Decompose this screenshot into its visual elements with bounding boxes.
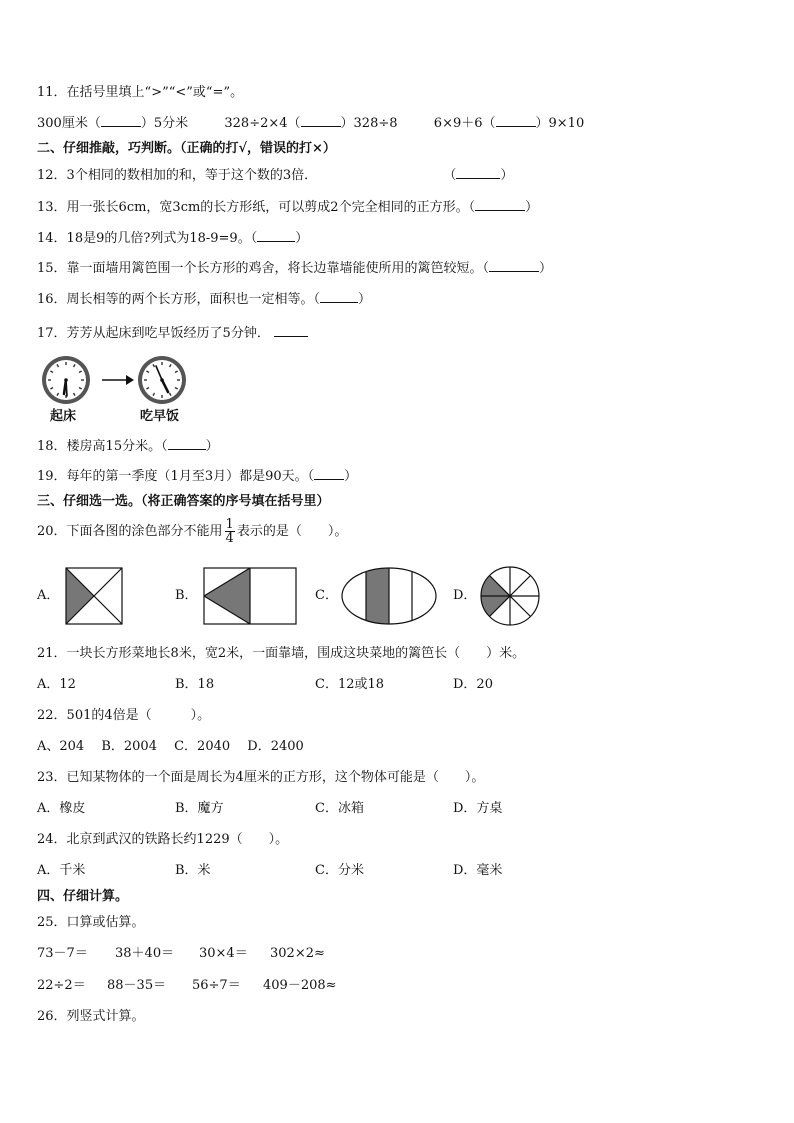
q21-option-b[interactable]: B．18 — [175, 677, 215, 692]
q20-option-b-figure — [203, 567, 297, 625]
q24-option-b[interactable]: B．米 — [175, 863, 211, 878]
q21-option-d[interactable]: D．20 — [453, 677, 493, 692]
q20-option-b-label[interactable]: B． — [175, 588, 198, 603]
q23-option-d[interactable]: D．方桌 — [453, 801, 503, 816]
section-3-heading: 三、仔细选一选。（将正确答案的序号填在括号里） — [37, 494, 330, 509]
q20-option-d-figure — [479, 565, 541, 627]
answer-blank[interactable] — [320, 290, 358, 303]
calc-item: 22÷2＝ — [37, 978, 86, 993]
q20-option-a-label[interactable]: A． — [37, 588, 60, 603]
q20-option-c-figure — [341, 567, 437, 625]
calc-item: 73－7＝ — [37, 946, 88, 961]
answer-blank[interactable] — [314, 467, 344, 480]
q11-item-1: 300厘米（ ）5分米 — [37, 116, 189, 131]
breakfast-clock-icon — [138, 356, 186, 404]
question-11-items — [37, 114, 584, 133]
wake-clock-icon — [42, 356, 90, 404]
section-4-heading: 四、仔细计算。 — [37, 889, 129, 904]
calc-item: 88－35＝ — [107, 978, 167, 993]
question-23: 23．已知某物体的一个面是周长为4厘米的正方形，这个物体可能是（ ）。 — [37, 770, 485, 785]
q20-option-a-figure — [65, 567, 123, 625]
question-26: 26．列竖式计算。 — [37, 1009, 145, 1024]
calc-item: 38＋40＝ — [115, 946, 175, 961]
question-19: 19．每年的第一季度（1月至3月）都是90天。（ ） — [37, 469, 358, 484]
q23-option-b[interactable]: B．魔方 — [175, 801, 224, 816]
answer-blank[interactable] — [274, 324, 308, 337]
q11-item-2: 328÷2×4（ ）328÷8 — [224, 116, 398, 131]
question-17: 17．芳芳从起床到吃早饭经历了5分钟． — [37, 324, 308, 343]
answer-blank[interactable] — [496, 114, 536, 127]
q24-option-c[interactable]: C．分米 — [315, 863, 364, 878]
answer-blank[interactable] — [301, 114, 341, 127]
question-22: 22．501的4倍是（ ）。 — [37, 708, 211, 723]
answer-blank[interactable] — [101, 114, 141, 127]
fraction-one-quarter: $\frac{1}{4}$ — [225, 517, 234, 546]
q21-option-c[interactable]: C．12或18 — [315, 677, 385, 692]
question-16: 16．周长相等的两个长方形，面积也一定相等。（ ） — [37, 292, 372, 307]
calc-item: 56÷7＝ — [192, 978, 241, 993]
q20-option-c-label[interactable]: C． — [315, 588, 338, 603]
question-13: 13．用一张长6cm，宽3cm的长方形纸，可以剪成2个完全相同的正方形。（ ） — [37, 200, 539, 215]
q23-option-c[interactable]: C．冰箱 — [315, 801, 364, 816]
question-24: 24．北京到武汉的铁路长约1229（ ）。 — [37, 832, 289, 847]
q22-options[interactable]: A、204 B．2004 C．2040 D．2400 — [37, 739, 304, 754]
question-20: 20．下面各图的涂色部分不能用 $\frac{1}{4}$ 表示的是（ ）。 — [37, 517, 348, 546]
section-2-heading: 二、仔细推敲，巧判断。（正确的打√，错误的打×） — [37, 141, 336, 156]
q11-item-3: 6×9＋6（ ）9×10 — [433, 116, 585, 131]
answer-blank[interactable] — [168, 437, 206, 450]
calc-item: 409－208≈ — [263, 978, 337, 993]
calc-item: 302×2≈ — [270, 946, 325, 961]
arrow-right-icon — [102, 375, 134, 385]
calc-item: 30×4＝ — [199, 946, 248, 961]
answer-blank[interactable] — [257, 229, 295, 242]
question-18: 18．楼房高15分米。（ ） — [37, 439, 219, 454]
question-25: 25．口算或估算。 — [37, 915, 145, 930]
answer-blank[interactable] — [475, 198, 525, 211]
q23-option-a[interactable]: A．橡皮 — [37, 801, 86, 816]
question-12: 12．3个相同的数相加的和，等于这个数的3倍． （ ） — [37, 168, 514, 183]
q21-option-a[interactable]: A．12 — [37, 677, 76, 692]
question-15: 15．靠一面墙用篱笆围一个长方形的鸡舍，将长边靠墙能使所用的篱笆较短。（ ） — [37, 261, 553, 276]
wake-label: 起床 — [50, 409, 77, 424]
question-14: 14．18是9的几倍?列式为18-9=9。（ ） — [37, 231, 309, 246]
answer-blank[interactable] — [456, 166, 500, 179]
breakfast-label: 吃早饭 — [140, 409, 180, 424]
q20-option-d-label[interactable]: D． — [453, 588, 477, 603]
question-11: 11．在括号里填上“>”“<”或“=”。 — [37, 85, 244, 100]
q24-option-d[interactable]: D．毫米 — [453, 863, 503, 878]
answer-blank[interactable] — [489, 259, 539, 272]
q24-option-a[interactable]: A．千米 — [37, 863, 86, 878]
question-21: 21．一块长方形菜地长8米，宽2米，一面靠墙，围成这块菜地的篱笆长（ ）米。 — [37, 646, 526, 661]
